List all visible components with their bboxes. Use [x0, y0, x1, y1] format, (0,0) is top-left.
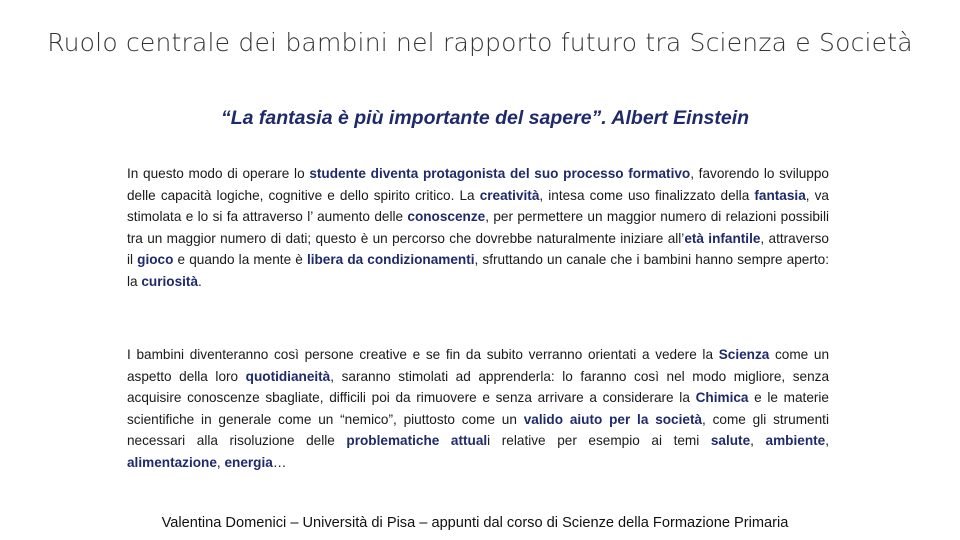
text-segment: e quando la mente è — [173, 252, 307, 267]
einstein-quote: “La fantasia è più importante del sapere”. Albert Einstein — [220, 107, 750, 129]
highlighted-term: ambiente — [765, 433, 826, 448]
highlighted-term: Chimica — [695, 390, 749, 405]
text-segment: , — [825, 433, 829, 448]
highlighted-term: alimentazione — [127, 454, 217, 470]
text-segment: , sfruttando un canale che i bambini hanno sempre aperto: la — [127, 252, 829, 289]
footer-credit: Valentina Domenici – Università di Pisa – appunti dal corso di Scienze della Formazione Primaria — [161, 515, 789, 531]
text-segment: , — [216, 454, 225, 470]
highlighted-term: quotidianeità — [245, 368, 331, 384]
text-segment: , saranno stimolati ad apprenderla: lo faranno così nel modo migliore, senza acquisire conoscenze sbagliate, difficili poi da rimuovere e senza arrivare a considerare la — [127, 368, 829, 405]
text-segment: , attraverso il — [127, 230, 829, 267]
text-segment: I bambini diventeranno così persone creative e se fin da subito verranno orientati a vedere la — [127, 347, 719, 362]
highlighted-term: fantasia — [754, 187, 806, 203]
highlighted-term: creatività — [479, 187, 540, 203]
highlighted-term: energia — [224, 454, 273, 470]
text-segment: e le materie scientifiche in generale come un “nemico”, piuttosto come un — [127, 390, 829, 427]
text-segment: , favorendo lo sviluppo delle capacità logiche, cognitive e dello spirito critico. La — [127, 166, 829, 203]
highlighted-term: conoscenze — [407, 209, 486, 224]
paragraph-2 — [127, 344, 829, 473]
highlighted-term: salute — [710, 433, 751, 448]
text-segment: . — [198, 273, 202, 289]
text-segment: , va stimolata e lo si fa attraverso l’ aumento delle — [127, 187, 829, 224]
highlighted-term: curiosità — [141, 273, 199, 289]
paragraph-1 — [127, 163, 829, 292]
highlighted-term: gioco — [137, 252, 174, 267]
highlighted-term: problematiche attual — [346, 433, 488, 448]
text-segment: come un aspetto della loro — [127, 347, 830, 384]
text-segment: , per permettere un maggior numero di relazioni possibili tra un maggior numero di dati; questo è un percorso che dovrebbe naturalmente iniziare all’ — [127, 209, 829, 246]
highlighted-term: valido aiuto per la società — [523, 411, 703, 427]
highlighted-term: libera da condizionamenti — [306, 252, 475, 267]
text-segment: , intesa come uso finalizzato della — [539, 187, 755, 203]
slide-title: Ruolo centrale dei bambini nel rapporto futuro tra Scienza e Società — [47, 28, 913, 57]
text-segment: , — [750, 433, 766, 448]
highlighted-term: Scienza — [718, 347, 770, 362]
text-segment: … — [272, 454, 287, 470]
text-segment: In questo modo di operare lo — [127, 166, 310, 181]
text-segment: , come gli strumenti necessari alla risoluzione delle — [127, 411, 829, 448]
highlighted-term: età infantile — [684, 230, 761, 246]
highlighted-term: studente diventa protagonista del suo processo formativo — [309, 166, 691, 181]
text-segment: i relative per esempio ai temi — [487, 433, 711, 448]
